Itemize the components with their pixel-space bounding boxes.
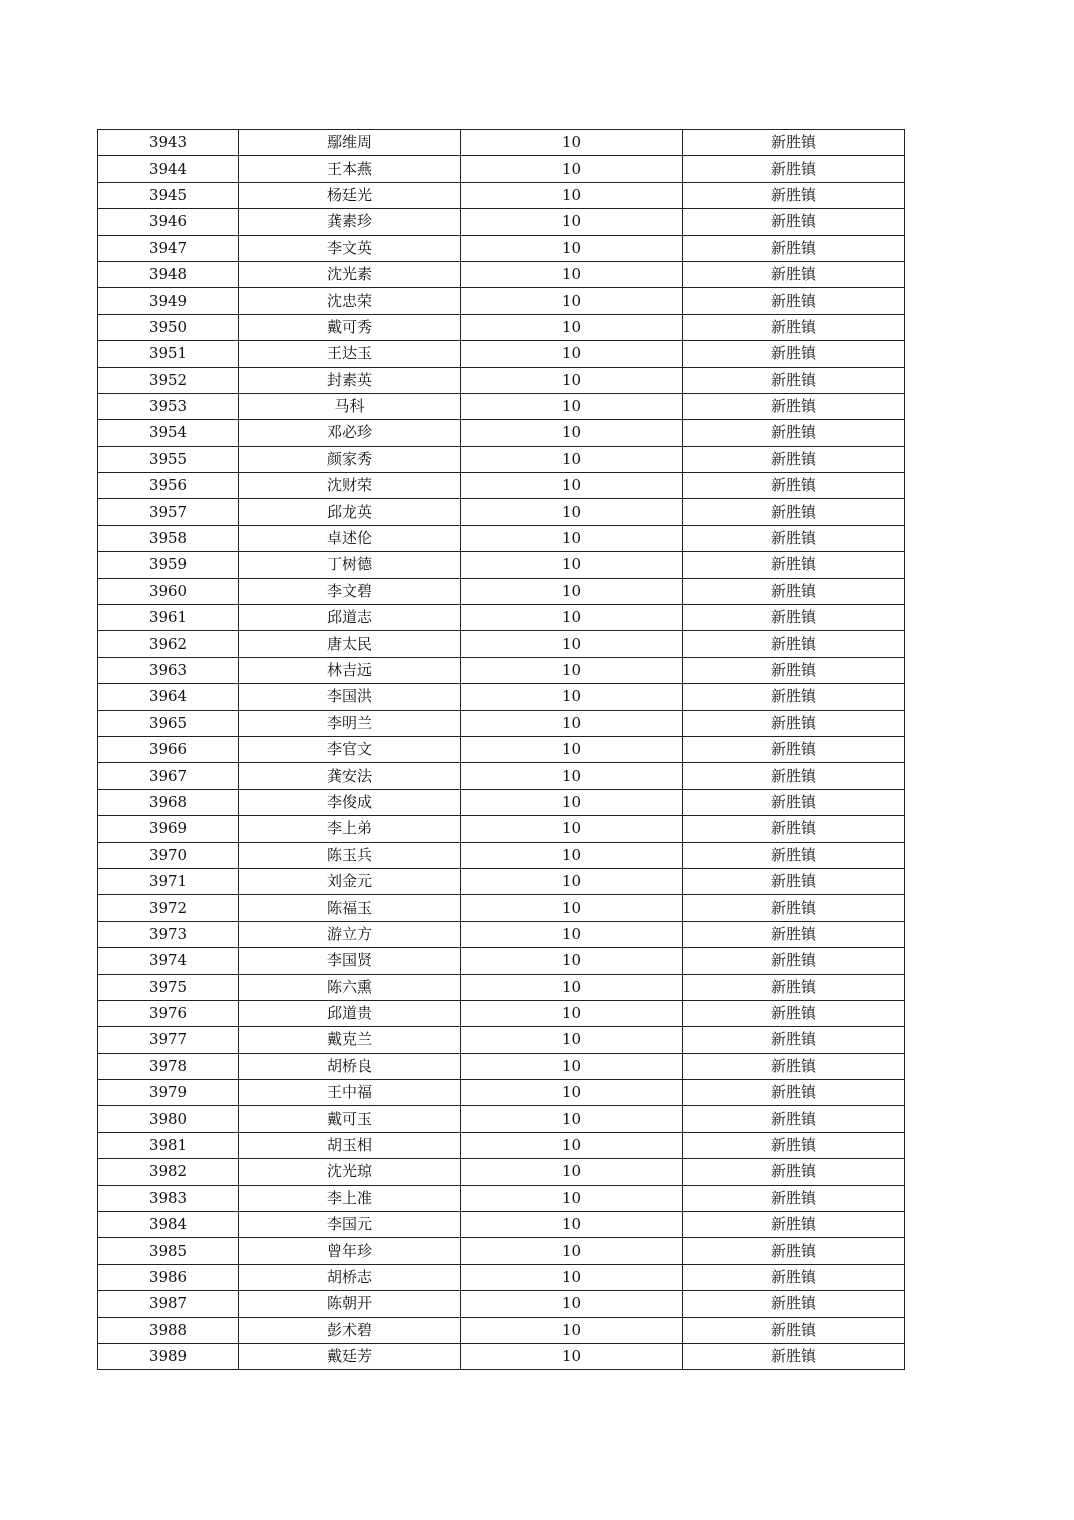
row-number-cell: 3984 bbox=[98, 1212, 239, 1238]
town-cell: 新胜镇 bbox=[683, 1291, 905, 1317]
amount-cell: 10 bbox=[461, 1159, 683, 1185]
town-cell: 新胜镇 bbox=[683, 763, 905, 789]
amount-cell: 10 bbox=[461, 1027, 683, 1053]
name-cell: 沈光素 bbox=[239, 261, 461, 287]
table-row bbox=[98, 130, 905, 156]
table-row bbox=[98, 842, 905, 868]
row-number-cell: 3981 bbox=[98, 1132, 239, 1158]
name-cell: 颜家秀 bbox=[239, 446, 461, 472]
table-row bbox=[98, 1080, 905, 1106]
name-cell: 鄢维周 bbox=[239, 130, 461, 156]
table-row bbox=[98, 446, 905, 472]
name-cell: 沈光琼 bbox=[239, 1159, 461, 1185]
row-number-cell: 3985 bbox=[98, 1238, 239, 1264]
name-cell: 邱道志 bbox=[239, 605, 461, 631]
row-number-cell: 3947 bbox=[98, 235, 239, 261]
table-row bbox=[98, 341, 905, 367]
row-number-cell: 3971 bbox=[98, 868, 239, 894]
table-row bbox=[98, 1238, 905, 1264]
name-cell: 封素英 bbox=[239, 367, 461, 393]
town-cell: 新胜镇 bbox=[683, 525, 905, 551]
name-cell: 李文碧 bbox=[239, 578, 461, 604]
table-row bbox=[98, 1185, 905, 1211]
town-cell: 新胜镇 bbox=[683, 1132, 905, 1158]
town-cell: 新胜镇 bbox=[683, 974, 905, 1000]
town-cell: 新胜镇 bbox=[683, 1159, 905, 1185]
row-number-cell: 3954 bbox=[98, 420, 239, 446]
town-cell: 新胜镇 bbox=[683, 631, 905, 657]
name-cell: 李国洪 bbox=[239, 684, 461, 710]
name-cell: 刘金元 bbox=[239, 868, 461, 894]
name-cell: 戴克兰 bbox=[239, 1027, 461, 1053]
amount-cell: 10 bbox=[461, 789, 683, 815]
table-row bbox=[98, 1000, 905, 1026]
name-cell: 胡玉相 bbox=[239, 1132, 461, 1158]
table-row bbox=[98, 420, 905, 446]
amount-cell: 10 bbox=[461, 130, 683, 156]
table-row bbox=[98, 895, 905, 921]
amount-cell: 10 bbox=[461, 499, 683, 525]
row-number-cell: 3980 bbox=[98, 1106, 239, 1132]
table-row bbox=[98, 1317, 905, 1343]
town-cell: 新胜镇 bbox=[683, 1238, 905, 1264]
table-row bbox=[98, 816, 905, 842]
row-number-cell: 3986 bbox=[98, 1264, 239, 1290]
name-cell: 戴可玉 bbox=[239, 1106, 461, 1132]
row-number-cell: 3946 bbox=[98, 209, 239, 235]
table-row bbox=[98, 499, 905, 525]
town-cell: 新胜镇 bbox=[683, 657, 905, 683]
name-cell: 陈玉兵 bbox=[239, 842, 461, 868]
table-row bbox=[98, 473, 905, 499]
name-cell: 卓述伦 bbox=[239, 525, 461, 551]
town-cell: 新胜镇 bbox=[683, 1317, 905, 1343]
row-number-cell: 3969 bbox=[98, 816, 239, 842]
table-row bbox=[98, 868, 905, 894]
row-number-cell: 3972 bbox=[98, 895, 239, 921]
row-number-cell: 3976 bbox=[98, 1000, 239, 1026]
town-cell: 新胜镇 bbox=[683, 1053, 905, 1079]
amount-cell: 10 bbox=[461, 710, 683, 736]
name-cell: 陈朝开 bbox=[239, 1291, 461, 1317]
table-row bbox=[98, 1291, 905, 1317]
amount-cell: 10 bbox=[461, 1106, 683, 1132]
name-cell: 游立方 bbox=[239, 921, 461, 947]
row-number-cell: 3962 bbox=[98, 631, 239, 657]
table-row bbox=[98, 552, 905, 578]
row-number-cell: 3960 bbox=[98, 578, 239, 604]
name-cell: 李俊成 bbox=[239, 789, 461, 815]
row-number-cell: 3987 bbox=[98, 1291, 239, 1317]
town-cell: 新胜镇 bbox=[683, 446, 905, 472]
row-number-cell: 3952 bbox=[98, 367, 239, 393]
town-cell: 新胜镇 bbox=[683, 499, 905, 525]
town-cell: 新胜镇 bbox=[683, 736, 905, 762]
row-number-cell: 3944 bbox=[98, 156, 239, 182]
table-row bbox=[98, 314, 905, 340]
table-row bbox=[98, 1159, 905, 1185]
name-cell: 戴可秀 bbox=[239, 314, 461, 340]
row-number-cell: 3966 bbox=[98, 736, 239, 762]
name-cell: 胡桥良 bbox=[239, 1053, 461, 1079]
table-row bbox=[98, 631, 905, 657]
row-number-cell: 3967 bbox=[98, 763, 239, 789]
name-cell: 龚素珍 bbox=[239, 209, 461, 235]
amount-cell: 10 bbox=[461, 156, 683, 182]
town-cell: 新胜镇 bbox=[683, 605, 905, 631]
table-row bbox=[98, 1212, 905, 1238]
name-cell: 李官文 bbox=[239, 736, 461, 762]
name-cell: 林吉远 bbox=[239, 657, 461, 683]
table-row bbox=[98, 710, 905, 736]
town-cell: 新胜镇 bbox=[683, 288, 905, 314]
amount-cell: 10 bbox=[461, 974, 683, 1000]
amount-cell: 10 bbox=[461, 420, 683, 446]
town-cell: 新胜镇 bbox=[683, 552, 905, 578]
amount-cell: 10 bbox=[461, 261, 683, 287]
town-cell: 新胜镇 bbox=[683, 1343, 905, 1369]
town-cell: 新胜镇 bbox=[683, 261, 905, 287]
name-cell: 李国贤 bbox=[239, 948, 461, 974]
amount-cell: 10 bbox=[461, 288, 683, 314]
row-number-cell: 3989 bbox=[98, 1343, 239, 1369]
row-number-cell: 3968 bbox=[98, 789, 239, 815]
table-row bbox=[98, 1264, 905, 1290]
amount-cell: 10 bbox=[461, 736, 683, 762]
row-number-cell: 3964 bbox=[98, 684, 239, 710]
amount-cell: 10 bbox=[461, 367, 683, 393]
town-cell: 新胜镇 bbox=[683, 895, 905, 921]
town-cell: 新胜镇 bbox=[683, 948, 905, 974]
row-number-cell: 3963 bbox=[98, 657, 239, 683]
name-cell: 李明兰 bbox=[239, 710, 461, 736]
table-row bbox=[98, 1053, 905, 1079]
town-cell: 新胜镇 bbox=[683, 710, 905, 736]
amount-cell: 10 bbox=[461, 657, 683, 683]
amount-cell: 10 bbox=[461, 1343, 683, 1369]
table-row bbox=[98, 288, 905, 314]
name-cell: 李上准 bbox=[239, 1185, 461, 1211]
amount-cell: 10 bbox=[461, 1000, 683, 1026]
row-number-cell: 3974 bbox=[98, 948, 239, 974]
amount-cell: 10 bbox=[461, 948, 683, 974]
amount-cell: 10 bbox=[461, 763, 683, 789]
table-row bbox=[98, 578, 905, 604]
name-cell: 邱道贵 bbox=[239, 1000, 461, 1026]
town-cell: 新胜镇 bbox=[683, 1185, 905, 1211]
amount-cell: 10 bbox=[461, 209, 683, 235]
town-cell: 新胜镇 bbox=[683, 921, 905, 947]
table-row bbox=[98, 684, 905, 710]
row-number-cell: 3965 bbox=[98, 710, 239, 736]
amount-cell: 10 bbox=[461, 1053, 683, 1079]
amount-cell: 10 bbox=[461, 341, 683, 367]
name-cell: 杨廷光 bbox=[239, 182, 461, 208]
table-row bbox=[98, 948, 905, 974]
row-number-cell: 3959 bbox=[98, 552, 239, 578]
amount-cell: 10 bbox=[461, 1238, 683, 1264]
town-cell: 新胜镇 bbox=[683, 473, 905, 499]
amount-cell: 10 bbox=[461, 1185, 683, 1211]
town-cell: 新胜镇 bbox=[683, 816, 905, 842]
row-number-cell: 3979 bbox=[98, 1080, 239, 1106]
name-cell: 彭术碧 bbox=[239, 1317, 461, 1343]
row-number-cell: 3973 bbox=[98, 921, 239, 947]
table-row bbox=[98, 1132, 905, 1158]
amount-cell: 10 bbox=[461, 868, 683, 894]
table-body bbox=[98, 130, 905, 1370]
name-cell: 马科 bbox=[239, 393, 461, 419]
town-cell: 新胜镇 bbox=[683, 1264, 905, 1290]
row-number-cell: 3983 bbox=[98, 1185, 239, 1211]
name-cell: 李文英 bbox=[239, 235, 461, 261]
row-number-cell: 3948 bbox=[98, 261, 239, 287]
table-row bbox=[98, 763, 905, 789]
amount-cell: 10 bbox=[461, 1317, 683, 1343]
town-cell: 新胜镇 bbox=[683, 1080, 905, 1106]
row-number-cell: 3975 bbox=[98, 974, 239, 1000]
table-row bbox=[98, 736, 905, 762]
row-number-cell: 3958 bbox=[98, 525, 239, 551]
amount-cell: 10 bbox=[461, 314, 683, 340]
town-cell: 新胜镇 bbox=[683, 235, 905, 261]
row-number-cell: 3950 bbox=[98, 314, 239, 340]
table-row bbox=[98, 789, 905, 815]
amount-cell: 10 bbox=[461, 1264, 683, 1290]
amount-cell: 10 bbox=[461, 578, 683, 604]
town-cell: 新胜镇 bbox=[683, 1000, 905, 1026]
amount-cell: 10 bbox=[461, 182, 683, 208]
town-cell: 新胜镇 bbox=[683, 578, 905, 604]
name-cell: 唐太民 bbox=[239, 631, 461, 657]
amount-cell: 10 bbox=[461, 684, 683, 710]
name-cell: 陈六熏 bbox=[239, 974, 461, 1000]
name-cell: 曾年珍 bbox=[239, 1238, 461, 1264]
row-number-cell: 3943 bbox=[98, 130, 239, 156]
name-cell: 邓必珍 bbox=[239, 420, 461, 446]
row-number-cell: 3970 bbox=[98, 842, 239, 868]
amount-cell: 10 bbox=[461, 235, 683, 261]
row-number-cell: 3949 bbox=[98, 288, 239, 314]
table-row bbox=[98, 1106, 905, 1132]
town-cell: 新胜镇 bbox=[683, 684, 905, 710]
row-number-cell: 3955 bbox=[98, 446, 239, 472]
table-row bbox=[98, 921, 905, 947]
row-number-cell: 3945 bbox=[98, 182, 239, 208]
town-cell: 新胜镇 bbox=[683, 1212, 905, 1238]
name-cell: 李国元 bbox=[239, 1212, 461, 1238]
table-row bbox=[98, 182, 905, 208]
table-row bbox=[98, 525, 905, 551]
town-cell: 新胜镇 bbox=[683, 367, 905, 393]
table-row bbox=[98, 367, 905, 393]
amount-cell: 10 bbox=[461, 393, 683, 419]
town-cell: 新胜镇 bbox=[683, 341, 905, 367]
town-cell: 新胜镇 bbox=[683, 420, 905, 446]
town-cell: 新胜镇 bbox=[683, 156, 905, 182]
amount-cell: 10 bbox=[461, 631, 683, 657]
town-cell: 新胜镇 bbox=[683, 842, 905, 868]
table-row bbox=[98, 209, 905, 235]
table-row bbox=[98, 605, 905, 631]
table-row bbox=[98, 974, 905, 1000]
table-row bbox=[98, 1343, 905, 1369]
data-table bbox=[97, 129, 905, 1370]
town-cell: 新胜镇 bbox=[683, 1106, 905, 1132]
amount-cell: 10 bbox=[461, 1080, 683, 1106]
name-cell: 戴廷芳 bbox=[239, 1343, 461, 1369]
name-cell: 王达玉 bbox=[239, 341, 461, 367]
row-number-cell: 3961 bbox=[98, 605, 239, 631]
table-row bbox=[98, 657, 905, 683]
name-cell: 王本燕 bbox=[239, 156, 461, 182]
amount-cell: 10 bbox=[461, 1212, 683, 1238]
amount-cell: 10 bbox=[461, 605, 683, 631]
town-cell: 新胜镇 bbox=[683, 209, 905, 235]
name-cell: 邱龙英 bbox=[239, 499, 461, 525]
town-cell: 新胜镇 bbox=[683, 182, 905, 208]
row-number-cell: 3956 bbox=[98, 473, 239, 499]
name-cell: 龚安法 bbox=[239, 763, 461, 789]
name-cell: 李上弟 bbox=[239, 816, 461, 842]
name-cell: 沈财荣 bbox=[239, 473, 461, 499]
row-number-cell: 3978 bbox=[98, 1053, 239, 1079]
amount-cell: 10 bbox=[461, 895, 683, 921]
row-number-cell: 3982 bbox=[98, 1159, 239, 1185]
town-cell: 新胜镇 bbox=[683, 130, 905, 156]
table-row bbox=[98, 261, 905, 287]
row-number-cell: 3957 bbox=[98, 499, 239, 525]
town-cell: 新胜镇 bbox=[683, 393, 905, 419]
town-cell: 新胜镇 bbox=[683, 314, 905, 340]
amount-cell: 10 bbox=[461, 1291, 683, 1317]
amount-cell: 10 bbox=[461, 816, 683, 842]
amount-cell: 10 bbox=[461, 552, 683, 578]
amount-cell: 10 bbox=[461, 473, 683, 499]
table-row bbox=[98, 156, 905, 182]
town-cell: 新胜镇 bbox=[683, 868, 905, 894]
table-row bbox=[98, 235, 905, 261]
table-row bbox=[98, 393, 905, 419]
name-cell: 沈忠荣 bbox=[239, 288, 461, 314]
row-number-cell: 3951 bbox=[98, 341, 239, 367]
row-number-cell: 3953 bbox=[98, 393, 239, 419]
name-cell: 王中福 bbox=[239, 1080, 461, 1106]
town-cell: 新胜镇 bbox=[683, 789, 905, 815]
name-cell: 丁树德 bbox=[239, 552, 461, 578]
amount-cell: 10 bbox=[461, 525, 683, 551]
amount-cell: 10 bbox=[461, 842, 683, 868]
table-row bbox=[98, 1027, 905, 1053]
amount-cell: 10 bbox=[461, 446, 683, 472]
name-cell: 胡桥志 bbox=[239, 1264, 461, 1290]
name-cell: 陈福玉 bbox=[239, 895, 461, 921]
town-cell: 新胜镇 bbox=[683, 1027, 905, 1053]
row-number-cell: 3977 bbox=[98, 1027, 239, 1053]
amount-cell: 10 bbox=[461, 921, 683, 947]
amount-cell: 10 bbox=[461, 1132, 683, 1158]
row-number-cell: 3988 bbox=[98, 1317, 239, 1343]
